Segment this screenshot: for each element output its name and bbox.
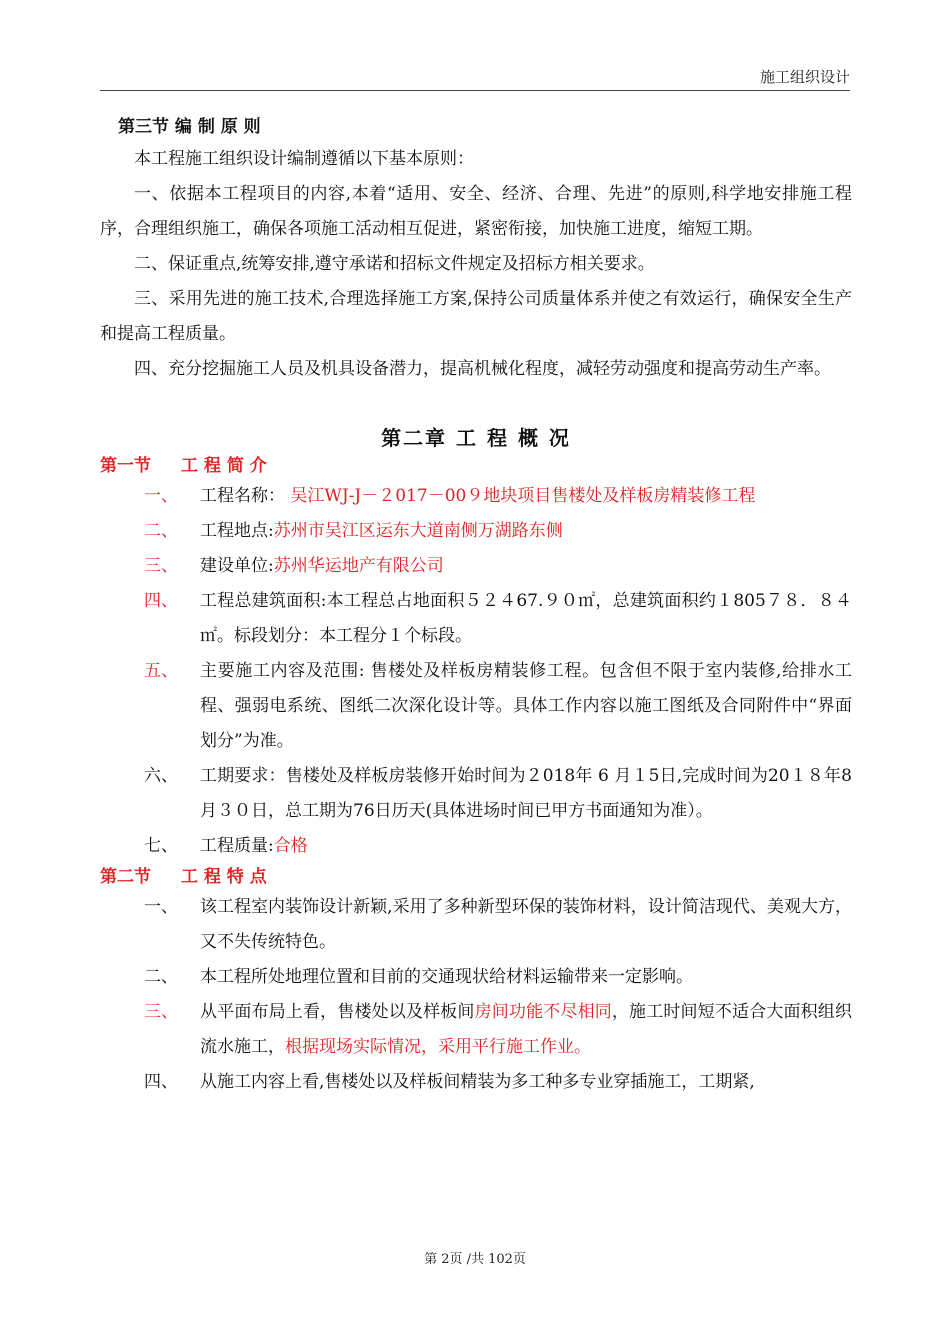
section-label: 第二节 (100, 867, 151, 887)
chapter-title: 第二章 工 程 概 况 (381, 426, 571, 450)
list-item (100, 759, 852, 829)
item-number: 五、 (144, 661, 178, 681)
item-value: 苏州华运地产有限公司 (273, 556, 444, 576)
item-text: 工程总建筑面积:本工程总占地面积５２４67.９０㎡，总建筑面积约１805７８．８４㎡。标段划分：本工程分１个标段。 (200, 591, 852, 646)
section-title: 工 程 简 介 (181, 456, 267, 476)
principle-2: 二、保证重点,统筹安排,遵守承诺和招标文件规定及招标方相关要求。 (134, 254, 655, 274)
item-label: 工程地点: (200, 521, 274, 541)
section-label: 第一节 (100, 456, 151, 476)
item-number: 二、 (144, 967, 178, 987)
list-item (100, 479, 852, 514)
list-item (100, 584, 852, 654)
principles-intro: 本工程施工组织设计编制遵循以下基本原则： (134, 149, 474, 169)
section-heading-overview (100, 453, 852, 479)
header-divider (100, 90, 850, 91)
list-item (100, 995, 852, 1065)
item-value: 吴江WJ-J－２017－00９地块项目售楼处及样板房精装修工程 (285, 486, 756, 506)
list-item (100, 549, 852, 584)
principle-4: 四、充分挖掘施工人员及机具设备潜力，提高机械化程度，减轻劳动强度和提高劳动生产率。 (134, 359, 831, 379)
list-item (100, 829, 852, 864)
item-number: 二、 (144, 521, 178, 541)
principle-3: 三、采用先进的施工技术,合理选择施工方案,保持公司质量体系并使之有效运行，确保安全生产和提高工程质量。 (100, 289, 852, 344)
item-text-part: 从平面布局上看，售楼处以及样板间 (200, 1002, 475, 1022)
list-item (100, 890, 852, 960)
principle-1: 一、依据本工程项目的内容,本着“适用、安全、经济、合理、先进”的原则,科学地安排施工程序，合理组织施工，确保各项施工活动相互促进，紧密衔接，加快施工进度，缩短工期。 (100, 184, 852, 239)
item-text: 该工程室内装饰设计新颖,采用了多种新型环保的装饰材料，设计简洁现代、美观大方，又不失传统特色。 (200, 897, 852, 952)
item-text: 工期要求：售楼处及样板房装修开始时间为２018年 6 月１5日,完成时间为20１８年8月３０日，总工期为76日历天(具体进场时间已甲方书面通知为准）。 (200, 766, 852, 821)
item-highlight: 房间功能不尽相同 (474, 1002, 612, 1022)
section-title: 工 程 特 点 (181, 867, 267, 887)
list-item (100, 654, 852, 759)
item-label: 建设单位: (200, 556, 274, 576)
list-item (100, 960, 852, 995)
item-label: 工程名称： (200, 486, 285, 506)
header-title: 施工组织设计 (759, 68, 850, 86)
item-label: 工程质量: (200, 836, 274, 856)
list-item (100, 514, 852, 549)
item-number: 一、 (144, 897, 178, 917)
section-heading-features (100, 864, 852, 890)
item-number: 三、 (144, 1002, 178, 1022)
item-text: 从施工内容上看,售楼处以及样板间精装为多工种多专业穿插施工，工期紧, (200, 1072, 755, 1092)
item-number: 一、 (144, 486, 178, 506)
item-value: 苏州市吴江区运东大道南侧万湖路东侧 (273, 521, 563, 541)
item-text-part: ，施工时间短不适合大面积组织流水施工， (200, 1002, 852, 1057)
item-value: 合格 (273, 836, 308, 856)
section-heading-principles: 第三节 编 制 原 则 (118, 117, 261, 137)
item-number: 七、 (144, 836, 178, 856)
item-highlight: 根据现场实际情况，采用平行施工作业。 (285, 1037, 591, 1057)
list-item (100, 1065, 852, 1100)
item-number: 四、 (144, 591, 178, 611)
page-content (100, 112, 852, 1100)
item-number: 四、 (144, 1072, 178, 1092)
page-footer: 第 2页 /共 102页 (424, 1252, 526, 1267)
item-number: 六、 (144, 766, 178, 786)
item-text: 本工程所处地理位置和目前的交通现状给材料运输带来一定影响。 (200, 967, 693, 987)
item-number: 三、 (144, 556, 178, 576)
item-text: 主要施工内容及范围: 售楼处及样板房精装修工程。包含但不限于室内装修,给排水工程、强弱电系统、图纸二次深化设计等。具体工作内容以施工图纸及合同附件中“界面划分”为准。 (200, 661, 852, 751)
